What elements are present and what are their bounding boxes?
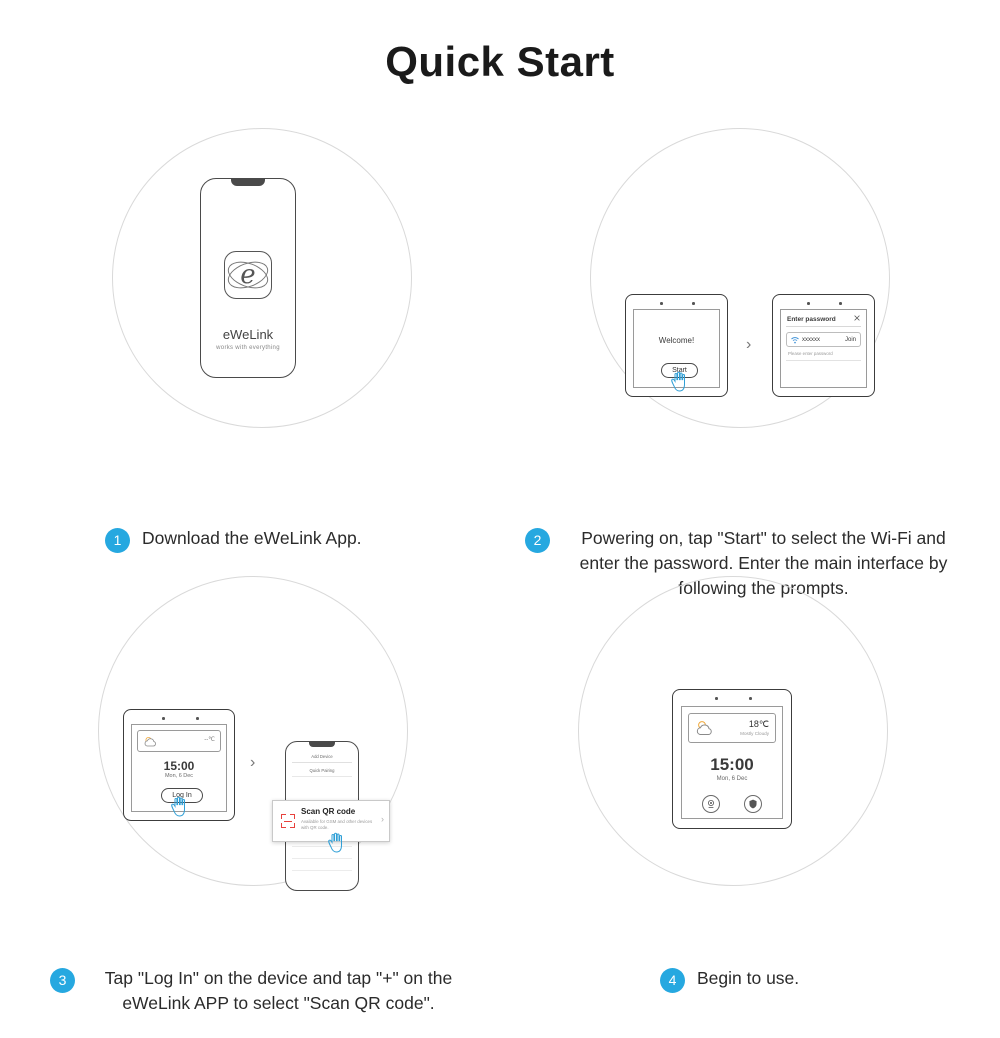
tap-hand-icon-scan xyxy=(325,831,347,855)
panel-dot-left-4 xyxy=(715,697,718,700)
scan-qr-chevron-icon: › xyxy=(381,814,384,824)
welcome-label: Welcome! xyxy=(658,336,695,345)
panel-dot-right-2 xyxy=(839,302,842,305)
app-header-title: Add Device xyxy=(311,754,333,759)
device-welcome-screen xyxy=(633,309,720,388)
app-row-quick-pairing[interactable]: Quick Pairing xyxy=(309,768,335,773)
close-glyph xyxy=(854,315,860,321)
step-4-badge: 4 xyxy=(660,968,685,993)
page-title: Quick Start xyxy=(385,38,615,85)
tap-hand-icon-login xyxy=(168,795,190,819)
device-weather-box xyxy=(137,730,221,752)
device-login-screen xyxy=(131,724,227,812)
step-4-text: Begin to use. xyxy=(697,968,800,988)
qr-code-icon xyxy=(281,814,295,828)
cloud-sun-icon xyxy=(695,720,717,737)
panel-dot-left-2 xyxy=(807,302,810,305)
password-hint: Please enter password xyxy=(788,351,833,356)
password-divider-2 xyxy=(786,360,861,361)
device-login-button[interactable]: Log In xyxy=(161,788,203,803)
wifi-network-row[interactable] xyxy=(786,332,861,347)
close-icon[interactable] xyxy=(854,315,860,321)
home-date: Mon, 6 Dec xyxy=(716,776,748,782)
step-1-badge: 1 xyxy=(105,528,130,553)
step-1-text: Download the eWeLink App. xyxy=(142,528,362,548)
password-divider xyxy=(786,326,861,327)
app-divider xyxy=(292,762,352,763)
home-scene-button[interactable] xyxy=(702,795,720,813)
brand-tagline: works with everything xyxy=(216,345,280,351)
scan-qr-title: Scan QR code xyxy=(301,807,356,816)
scene-icon xyxy=(706,799,716,809)
brand-name: eWeLink xyxy=(222,327,274,342)
scan-qr-subtitle: Available for GSM and other devices with QR code. xyxy=(301,819,373,830)
step-2-badge: 2 xyxy=(525,528,550,553)
panel-dot-left-3 xyxy=(162,717,165,720)
step-2-text: Powering on, tap "Start" to select the Wi-Fi and enter the password. Enter the main interface by following the prompts. xyxy=(579,528,948,598)
panel-dot-right-3 xyxy=(196,717,199,720)
steps-grid xyxy=(0,86,1000,1013)
panel-dot-right-4 xyxy=(749,697,752,700)
step-3-badge: 3 xyxy=(50,968,75,993)
device-password-panel xyxy=(772,294,875,397)
home-weather-box xyxy=(688,713,776,743)
device-temp: --℃ xyxy=(204,737,215,743)
tap-hand-icon xyxy=(668,370,690,394)
wifi-name: xxxxxx xyxy=(802,337,820,343)
step-4-caption xyxy=(660,966,960,993)
step-3-text: Tap "Log In" on the device and tap "+" on the eWeLink APP to select "Scan QR code". xyxy=(104,968,453,1013)
password-title: Enter password xyxy=(787,316,836,323)
cloud-icon xyxy=(143,736,159,748)
phone-notch xyxy=(231,179,265,186)
device-start-button[interactable]: Start xyxy=(661,363,698,378)
device-password-screen xyxy=(780,309,867,388)
app-divider-2 xyxy=(292,776,352,777)
device-home-panel xyxy=(672,689,792,829)
phone3-notch xyxy=(309,742,335,747)
smartphone-illustration xyxy=(200,178,296,378)
ewelink-app-icon xyxy=(224,251,272,299)
logo-letter: e xyxy=(240,260,256,290)
step-3-flow-arrow: › xyxy=(250,754,256,771)
step-1-caption xyxy=(105,526,435,553)
wifi-icon xyxy=(791,337,799,344)
step-2-flow-arrow: › xyxy=(746,336,752,353)
join-button[interactable]: Join xyxy=(844,337,856,343)
scan-qr-option-row[interactable] xyxy=(272,800,390,842)
panel-dot-right xyxy=(692,302,695,305)
panel-dot-left xyxy=(660,302,663,305)
app-divider-5 xyxy=(292,858,352,859)
home-weather-desc: Mostly Cloudy xyxy=(740,731,769,736)
device-date: Mon, 6 Dec xyxy=(164,773,194,779)
device-time: 15:00 xyxy=(163,759,195,773)
shield-icon xyxy=(748,799,758,809)
home-time: 15:00 xyxy=(710,755,754,774)
device-welcome-panel xyxy=(625,294,728,397)
home-temp: 18℃ xyxy=(748,719,769,729)
app-divider-6 xyxy=(292,870,352,871)
device-login-panel xyxy=(123,709,235,821)
home-settings-button[interactable] xyxy=(744,795,762,813)
device-home-screen xyxy=(681,706,783,819)
step-3-caption xyxy=(50,966,470,1016)
